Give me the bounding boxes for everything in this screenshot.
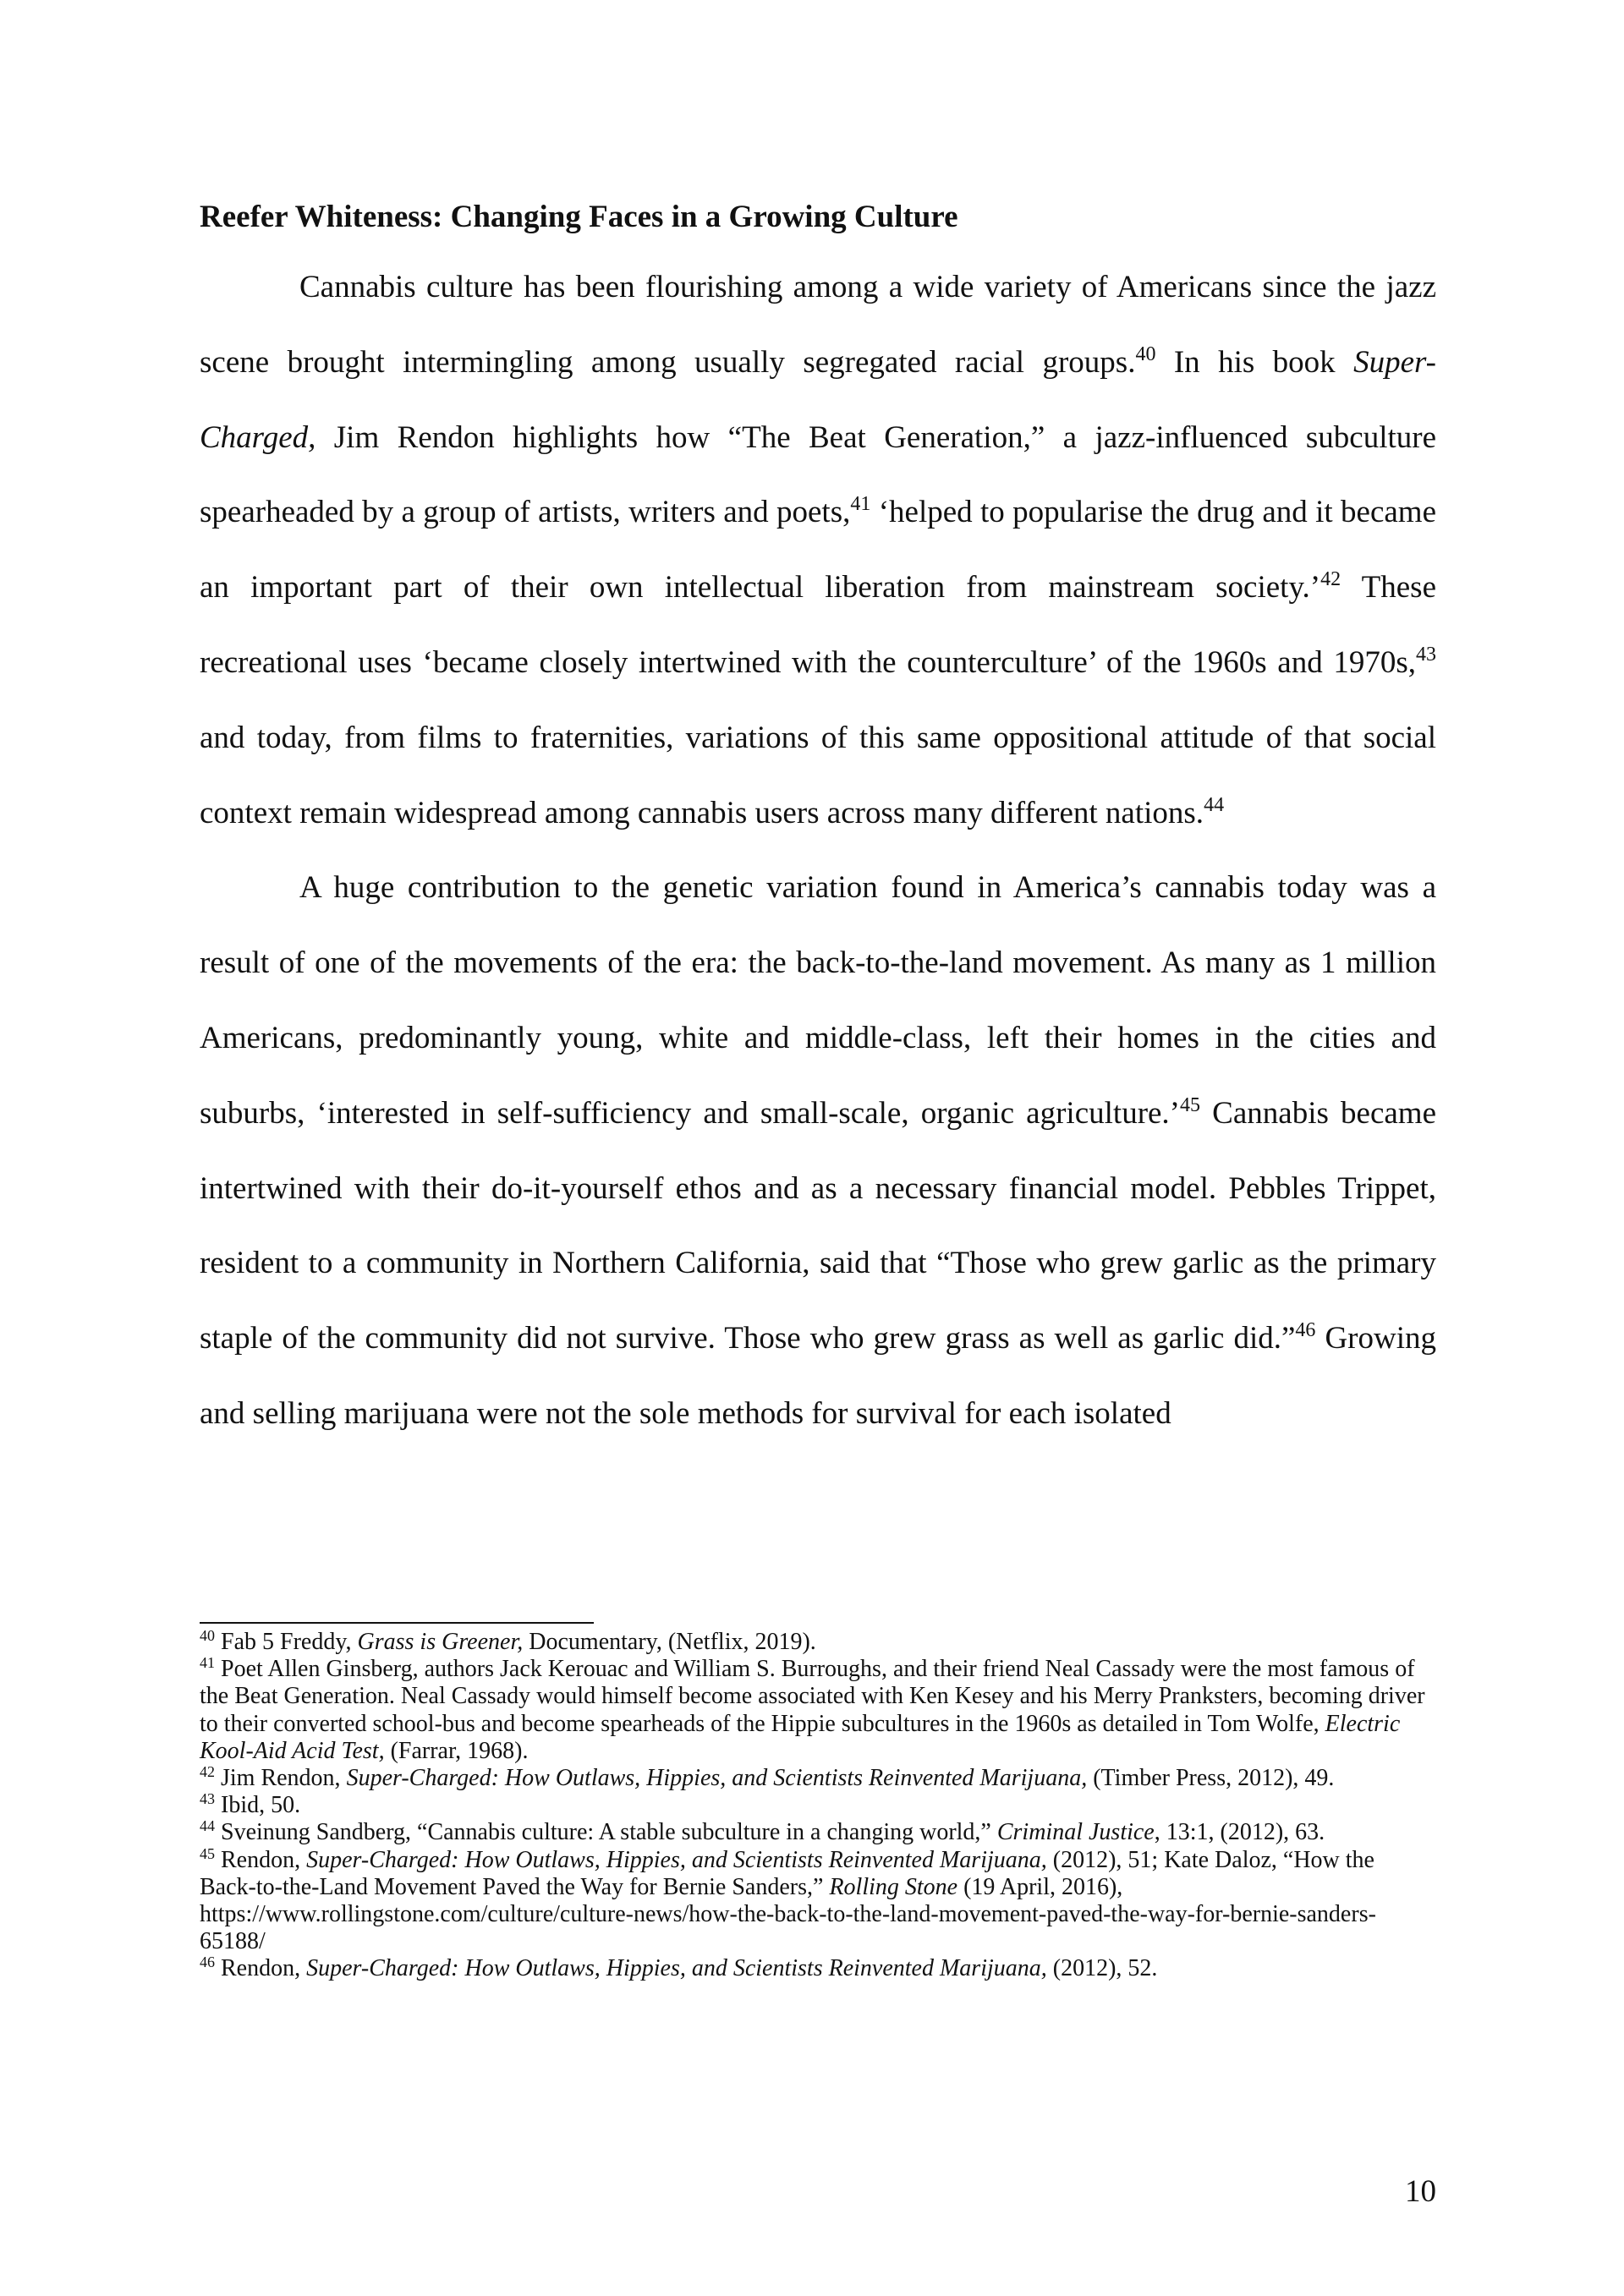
footnote-text: Rendon,	[215, 1846, 307, 1873]
paragraph-text: Jim Rendon highlights how “The Beat Generation,” a jazz-influenced subculture spearheaded by a group of artists, writers and poets,	[200, 419, 1436, 530]
footnote-text: Jim Rendon,	[215, 1765, 347, 1792]
footnote-text: Sveinung Sandberg, “Cannabis culture: A stable subculture in a changing world,”	[215, 1819, 997, 1846]
footnote-separator	[200, 1622, 594, 1624]
footnote-number: 45	[200, 1844, 215, 1862]
footnote-text: (19 April, 2016), https://www.rollingstone.com/culture/culture-news/how-the-back-to-the-land-movement-paved-the-way-for-bernie-sanders-65188/	[200, 1873, 1376, 1955]
footnote-44	[200, 1819, 1436, 1846]
footnote-text: (2012), 52.	[1046, 1955, 1158, 1982]
book-title: Super-Charged,	[200, 344, 1436, 455]
paragraph-text: A huge contribution to the genetic variation found in America’s cannabis today was a result of one of the movements of the era: the back-to-the-land movement. As many as 1 million Americans, predominantly young, white and middle-class, left their homes in the cities and suburbs, ‘interested in self-sufficiency and small-scale, organic agriculture.’	[200, 870, 1436, 1131]
footnote-title: Rolling Stone	[829, 1873, 958, 1900]
page-number: 10	[1405, 2174, 1436, 2209]
paragraph-text: In his book	[1155, 344, 1354, 380]
body-paragraph-2	[200, 851, 1436, 1451]
footnote-text: Poet Allen Ginsberg, authors Jack Kerouac and William S. Burroughs, and their friend Neal Cassady were the most famous of the Beat Generation. Neal Cassady would himself become associated with Ken Kesey and his Merry Pranksters, becoming driver to their converted school-bus and become spearheads of the Hippie subcultures in the 1960s as detailed in Tom Wolfe,	[200, 1656, 1425, 1737]
paragraph-text: Cannabis became intertwined with their do-it-yourself ethos and as a necessary financial model. Pebbles Trippet, resident to a community in Northern California, said that “Those who grew garlic as the primary staple of the community did not survive. Those who grew grass as well as garlic did.”	[200, 1095, 1436, 1356]
footnote-text: (Timber Press, 2012), 49.	[1087, 1765, 1335, 1792]
footnote-title: Electric Kool-Aid Acid Test,	[200, 1710, 1401, 1764]
body-paragraph-1	[200, 250, 1436, 851]
footnote-text: Fab 5 Freddy,	[215, 1629, 358, 1655]
footnote-ref-44: 44	[1204, 793, 1225, 816]
footnote-43	[200, 1792, 1436, 1819]
footnote-number: 44	[200, 1817, 215, 1835]
footnote-46	[200, 1955, 1436, 1982]
footnote-ref-45: 45	[1180, 1093, 1201, 1116]
footnote-text: Ibid, 50.	[215, 1792, 301, 1819]
footnote-title: Super-Charged: How Outlaws, Hippies, and Scientists Reinvented Marijuana,	[346, 1765, 1088, 1792]
footnote-text: (2012), 51; Kate Daloz, “How the Back-to-the-Land Movement Paved the Way for Bernie Sanders,”	[200, 1846, 1374, 1900]
main-content	[200, 196, 1436, 1452]
footnote-text: (Farrar, 1968).	[384, 1737, 529, 1764]
footnote-number: 43	[200, 1790, 215, 1808]
section-heading: Reefer Whiteness: Changing Faces in a Growing Culture	[200, 200, 958, 234]
footnote-number: 41	[200, 1654, 215, 1672]
paragraph-text: These recreational uses ‘became closely intertwined with the counterculture’ of the 1960s and 1970s,	[200, 570, 1436, 680]
footnote-ref-42: 42	[1320, 568, 1341, 591]
footnote-text: Rendon,	[215, 1955, 307, 1982]
footnote-number: 42	[200, 1763, 215, 1781]
footnote-41	[200, 1656, 1436, 1765]
footnote-title: Criminal Justice	[996, 1819, 1155, 1846]
footnote-ref-46: 46	[1295, 1319, 1316, 1342]
footnote-number: 46	[200, 1954, 215, 1971]
footnote-42	[200, 1765, 1436, 1792]
footnote-ref-40: 40	[1135, 342, 1156, 365]
footnote-title: Super-Charged: How Outlaws, Hippies, and Scientists Reinvented Marijuana,	[306, 1846, 1047, 1873]
paragraph-text: Growing and selling marijuana were not the sole methods for survival for each isolated	[200, 1321, 1437, 1431]
paragraph-text: ‘helped to popularise the drug and it became an important part of their own intellectual liberation from mainstream society.’	[200, 495, 1436, 606]
footnote-title: Grass is Greener,	[357, 1629, 524, 1655]
footnote-ref-41: 41	[850, 493, 871, 516]
footnote-number: 40	[200, 1627, 215, 1644]
body-text	[200, 250, 1436, 1452]
footnote-40	[200, 1629, 1436, 1656]
footnote-title: Super-Charged: How Outlaws, Hippies, and Scientists Reinvented Marijuana,	[306, 1955, 1047, 1982]
footnotes	[200, 1629, 1436, 1983]
footnote-text: Documentary, (Netflix, 2019).	[523, 1629, 816, 1655]
footnote-text: , 13:1, (2012), 63.	[1154, 1819, 1325, 1846]
footnote-45	[200, 1844, 1436, 1956]
paragraph-text: Cannabis culture has been flourishing among a wide variety of Americans since the jazz scene brought intermingling among usually segregated racial groups.	[200, 270, 1436, 380]
footnote-ref-43: 43	[1416, 643, 1436, 666]
paragraph-text: and today, from films to fraternities, variations of this same oppositional attitude of that social context remain widespread among cannabis users across many different nations.	[200, 720, 1436, 830]
